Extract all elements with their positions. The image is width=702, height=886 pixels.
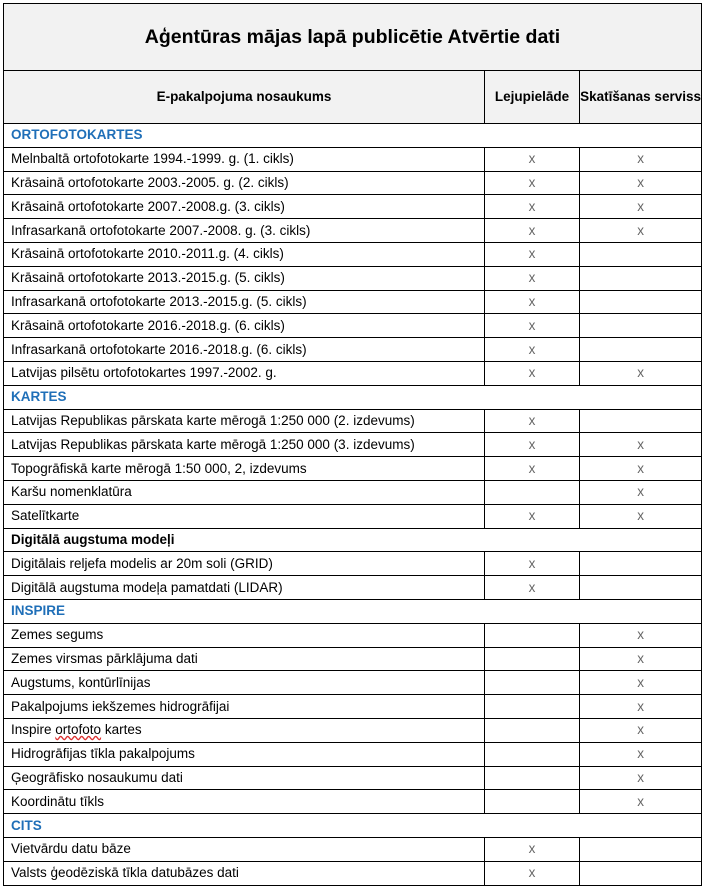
download-cell: x: [484, 361, 579, 385]
section-heading: Digitālā augstuma modeļi: [4, 528, 702, 552]
viewing-service-cell: [580, 861, 702, 885]
download-cell: x: [484, 504, 579, 528]
column-header-service-name: E-pakalpojuma nosaukums: [4, 71, 485, 124]
header-row: [4, 71, 702, 124]
table-body: [4, 4, 702, 886]
table-row: [4, 623, 702, 647]
download-cell: x: [484, 861, 579, 885]
service-name-cell: Latvijas Republikas pārskata karte mērogā 1:250 000 (3. izdevums): [4, 433, 485, 457]
viewing-service-cell: [580, 837, 702, 861]
table-row: [4, 219, 702, 243]
download-cell: [484, 480, 579, 504]
table-row: [4, 409, 702, 433]
table-row: [4, 718, 702, 742]
table-row: [4, 790, 702, 814]
service-name-cell: Infrasarkanā ortofotokarte 2013.-2015.g. (5. cikls): [4, 290, 485, 314]
download-cell: x: [484, 314, 579, 338]
service-name-cell: Infrasarkanā ortofotokarte 2016.-2018.g. (6. cikls): [4, 338, 485, 362]
service-name-cell: Digitālais reljefa modelis ar 20m soli (GRID): [4, 552, 485, 576]
service-name-cell: Infrasarkanā ortofotokarte 2007.-2008. g. (3. cikls): [4, 219, 485, 243]
viewing-service-cell: x: [580, 718, 702, 742]
viewing-service-cell: x: [580, 766, 702, 790]
table-title: Aģentūras mājas lapā publicētie Atvērtie dati: [4, 4, 702, 71]
service-name-cell: Krāsainā ortofotokarte 2016.-2018.g. (6. cikls): [4, 314, 485, 338]
service-name-cell: Augstums, kontūrlīnijas: [4, 671, 485, 695]
table-row: [4, 361, 702, 385]
table-row: [4, 671, 702, 695]
table-row: [4, 290, 702, 314]
table-row: [4, 647, 702, 671]
table-row: [4, 861, 702, 885]
viewing-service-cell: [580, 314, 702, 338]
section-row: [4, 814, 702, 838]
viewing-service-cell: x: [580, 742, 702, 766]
service-name-cell: Krāsainā ortofotokarte 2013.-2015.g. (5. cikls): [4, 266, 485, 290]
service-name-cell: Vietvārdu datu bāze: [4, 837, 485, 861]
table-row: [4, 742, 702, 766]
service-name-cell: Krāsainā ortofotokarte 2010.-2011.g. (4. cikls): [4, 242, 485, 266]
download-cell: [484, 718, 579, 742]
download-cell: x: [484, 338, 579, 362]
service-name-cell: Karšu nomenklatūra: [4, 480, 485, 504]
viewing-service-cell: [580, 552, 702, 576]
viewing-service-cell: x: [580, 457, 702, 481]
service-name-cell: Krāsainā ortofotokarte 2007.-2008.g. (3. cikls): [4, 195, 485, 219]
viewing-service-cell: x: [580, 695, 702, 719]
table-row: [4, 171, 702, 195]
table-row: [4, 147, 702, 171]
viewing-service-cell: [580, 242, 702, 266]
service-name-cell: Melnbaltā ortofotokarte 1994.-1999. g. (1. cikls): [4, 147, 485, 171]
viewing-service-cell: x: [580, 671, 702, 695]
service-name-text: Inspire: [11, 722, 56, 738]
download-cell: x: [484, 242, 579, 266]
table-row: [4, 766, 702, 790]
viewing-service-cell: x: [580, 171, 702, 195]
service-name-cell: Ģeogrāfisko nosaukumu dati: [4, 766, 485, 790]
download-cell: x: [484, 171, 579, 195]
section-row: [4, 599, 702, 623]
viewing-service-cell: x: [580, 504, 702, 528]
service-name-cell: Valsts ģeodēziskā tīkla datubāzes dati: [4, 861, 485, 885]
section-row: [4, 528, 702, 552]
title-row: [4, 4, 702, 71]
viewing-service-cell: x: [580, 195, 702, 219]
download-cell: x: [484, 147, 579, 171]
column-header-viewing-service: Skatīšanas serviss: [580, 71, 702, 124]
service-name-cell: Digitālā augstuma modeļa pamatdati (LIDAR): [4, 576, 485, 600]
table-row: [4, 504, 702, 528]
table-row: [4, 242, 702, 266]
section-heading: ORTOFOTOKARTES: [4, 124, 702, 148]
service-name-cell: Pakalpojums iekšzemes hidrogrāfijai: [4, 695, 485, 719]
spellcheck-word: ortofoto: [55, 722, 102, 738]
service-name-cell: Zemes segums: [4, 623, 485, 647]
table-row: [4, 338, 702, 362]
section-row: [4, 124, 702, 148]
download-cell: [484, 623, 579, 647]
service-name-cell: Satelītkarte: [4, 504, 485, 528]
download-cell: [484, 695, 579, 719]
service-name-cell: [4, 718, 485, 742]
download-cell: x: [484, 219, 579, 243]
viewing-service-cell: [580, 409, 702, 433]
service-name-cell: Zemes virsmas pārklājuma dati: [4, 647, 485, 671]
viewing-service-cell: x: [580, 480, 702, 504]
download-cell: x: [484, 457, 579, 481]
service-name-text: kartes: [101, 722, 142, 738]
service-name-cell: Hidrogrāfijas tīkla pakalpojums: [4, 742, 485, 766]
service-name-cell: Latvijas Republikas pārskata karte mērogā 1:250 000 (2. izdevums): [4, 409, 485, 433]
download-cell: [484, 766, 579, 790]
viewing-service-cell: [580, 290, 702, 314]
table-row: [4, 837, 702, 861]
table-row: [4, 266, 702, 290]
download-cell: x: [484, 552, 579, 576]
open-data-table: [3, 3, 702, 886]
download-cell: x: [484, 195, 579, 219]
viewing-service-cell: [580, 266, 702, 290]
viewing-service-cell: x: [580, 623, 702, 647]
viewing-service-cell: x: [580, 433, 702, 457]
section-row: [4, 385, 702, 409]
table-row: [4, 195, 702, 219]
download-cell: x: [484, 409, 579, 433]
viewing-service-cell: x: [580, 361, 702, 385]
table-row: [4, 433, 702, 457]
download-cell: [484, 790, 579, 814]
download-cell: x: [484, 290, 579, 314]
viewing-service-cell: x: [580, 219, 702, 243]
table-row: [4, 314, 702, 338]
download-cell: x: [484, 837, 579, 861]
viewing-service-cell: [580, 576, 702, 600]
service-name-cell: Krāsainā ortofotokarte 2003.-2005. g. (2. cikls): [4, 171, 485, 195]
column-header-download: Lejupielāde: [484, 71, 579, 124]
table-row: [4, 695, 702, 719]
viewing-service-cell: x: [580, 790, 702, 814]
service-name-cell: Topogrāfiskā karte mērogā 1:50 000, 2, izdevums: [4, 457, 485, 481]
viewing-service-cell: x: [580, 647, 702, 671]
download-cell: [484, 742, 579, 766]
viewing-service-cell: [580, 338, 702, 362]
download-cell: x: [484, 433, 579, 457]
table-row: [4, 552, 702, 576]
table-row: [4, 480, 702, 504]
download-cell: x: [484, 576, 579, 600]
section-heading: INSPIRE: [4, 599, 702, 623]
table-row: [4, 576, 702, 600]
viewing-service-cell: x: [580, 147, 702, 171]
download-cell: [484, 671, 579, 695]
download-cell: x: [484, 266, 579, 290]
service-name-cell: Latvijas pilsētu ortofotokartes 1997.-2002. g.: [4, 361, 485, 385]
download-cell: [484, 647, 579, 671]
section-heading: KARTES: [4, 385, 702, 409]
service-name-cell: Koordinātu tīkls: [4, 790, 485, 814]
table-row: [4, 457, 702, 481]
section-heading: CITS: [4, 814, 702, 838]
